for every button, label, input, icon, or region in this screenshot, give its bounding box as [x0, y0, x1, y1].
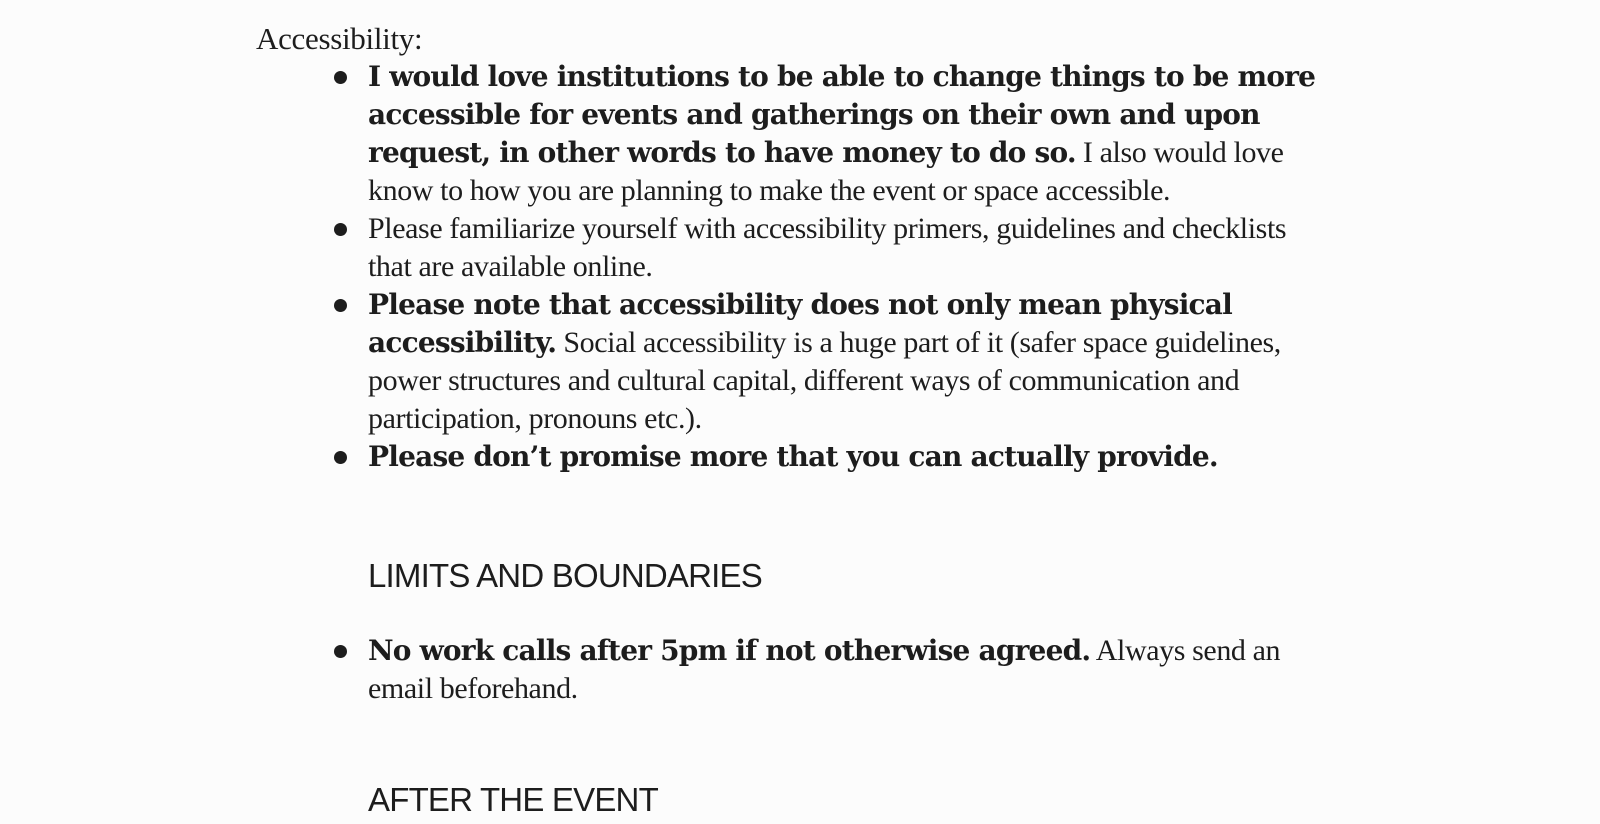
- accessibility-list: [368, 58, 1328, 476]
- item-bold-text: I would love institutions to be able to change things to be more accessible for events and gatherings on their own and upon request, in other words to have money to do so.: [368, 60, 1316, 169]
- bullet-icon: [334, 71, 347, 84]
- item-bold-text: Please don’t promise more that you can actually provide.: [368, 440, 1218, 473]
- section-heading-limits: LIMITS AND BOUNDARIES: [368, 557, 762, 594]
- list-item: [368, 210, 1328, 286]
- bullet-icon: [334, 451, 347, 464]
- item-bold-text: No work calls after 5pm if not otherwise agreed.: [368, 634, 1091, 667]
- bullet-icon: [334, 223, 347, 236]
- bullet-icon: [334, 299, 347, 312]
- intro-label: Accessibility:: [256, 21, 423, 56]
- section-heading-after-event: AFTER THE EVENT: [368, 781, 658, 818]
- item-text: I also would love know to how you are planning to make the event or space accessible.: [368, 136, 1284, 207]
- item-text: Please familiarize yourself with accessibility primers, guidelines and checklists that are available online.: [368, 212, 1287, 283]
- item-text: Social accessibility is a huge part of it (safer space guidelines, power structures and cultural capital, different ways of communication and participation, pronouns etc.).: [368, 326, 1281, 435]
- item-bold-text: Please note that accessibility does not only mean physical accessibility.: [368, 288, 1232, 359]
- list-item: [368, 438, 1328, 476]
- list-item: [368, 632, 1328, 708]
- bullet-icon: [334, 645, 347, 658]
- list-item: [368, 58, 1328, 210]
- list-item: [368, 286, 1328, 438]
- limits-list: [368, 632, 1328, 708]
- item-text: Always send an email beforehand.: [368, 634, 1281, 705]
